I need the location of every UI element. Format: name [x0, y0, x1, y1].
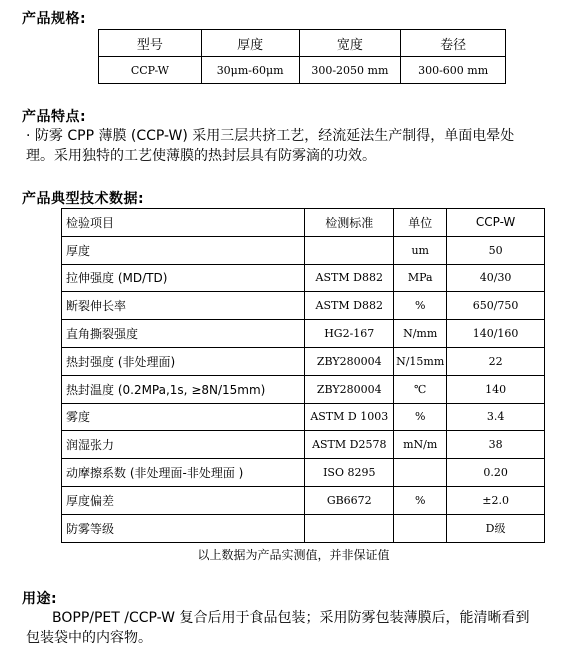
spec-table: [98, 29, 506, 84]
spec-header-cell: 型号: [99, 30, 202, 57]
tech-note: 以上数据为产品实测值，并非保证值: [197, 548, 390, 562]
tech-cell: [305, 514, 394, 542]
tech-row: [62, 292, 545, 320]
spec-cell: 300-600 mm: [401, 57, 506, 84]
tech-cell: [305, 236, 394, 264]
tech-table: [61, 208, 545, 543]
tech-row: [62, 320, 545, 348]
spec-header-cell: 厚度: [201, 30, 299, 57]
tech-cell: ASTM D 1003: [305, 403, 394, 431]
tech-cell: 厚度偏差: [62, 486, 305, 514]
tech-cell: ASTM D2578: [305, 431, 394, 459]
tech-cell: 40/30: [447, 264, 545, 292]
tech-cell: ASTM D882: [305, 264, 394, 292]
tech-cell: D级: [447, 514, 545, 542]
tech-cell: GB6672: [305, 486, 394, 514]
tech-heading: 产品典型技术数据:: [22, 191, 145, 207]
tech-cell: ±2.0: [447, 486, 545, 514]
tech-row: [62, 264, 545, 292]
tech-cell: [394, 514, 447, 542]
tech-cell: 38: [447, 431, 545, 459]
usage-heading: 用途:: [22, 591, 58, 607]
features-line-2: 理。采用独特的工艺使薄膜的热封层具有防雾滴的功效。: [26, 148, 376, 164]
tech-cell: 润湿张力: [62, 431, 305, 459]
tech-cell: 热封强度 (非处理面): [62, 347, 305, 375]
spec-cell: CCP-W: [99, 57, 202, 84]
tech-cell: 140: [447, 375, 545, 403]
spec-heading: 产品规格:: [22, 11, 87, 27]
tech-cell: 直角撕裂强度: [62, 320, 305, 348]
tech-cell: %: [394, 486, 447, 514]
usage-line-1: BOPP/PET /CCP-W 复合后用于食品包装；采用防雾包装薄膜后，能清晰看到: [52, 610, 530, 626]
usage-line-2: 包装袋中的内容物。: [26, 630, 152, 646]
tech-row: [62, 403, 545, 431]
tech-row: [62, 486, 545, 514]
tech-cell: ZBY280004: [305, 347, 394, 375]
tech-cell: ZBY280004: [305, 375, 394, 403]
tech-cell: um: [394, 236, 447, 264]
tech-row: [62, 459, 545, 487]
tech-cell: [394, 459, 447, 487]
tech-row: [62, 236, 545, 264]
spec-header-row: [99, 30, 506, 57]
tech-cell: 拉伸强度 (MD/TD): [62, 264, 305, 292]
tech-cell: 22: [447, 347, 545, 375]
features-heading: 产品特点:: [22, 109, 87, 125]
tech-cell: 50: [447, 236, 545, 264]
tech-row: [62, 375, 545, 403]
spec-header-cell: 卷径: [401, 30, 506, 57]
features-line-1: · 防雾 CPP 薄膜 (CCP-W) 采用三层共挤工艺，经流延法生产制得，单面电晕处: [26, 128, 515, 144]
tech-cell: mN/m: [394, 431, 447, 459]
tech-cell: 热封温度 (0.2MPa,1s, ≥8N/15mm): [62, 375, 305, 403]
tech-cell: 140/160: [447, 320, 545, 348]
tech-cell: ISO 8295: [305, 459, 394, 487]
tech-cell: 雾度: [62, 403, 305, 431]
spec-data-row: [99, 57, 506, 84]
tech-cell: 动摩擦系数 (非处理面-非处理面 ): [62, 459, 305, 487]
tech-header-cell: 单位: [394, 209, 447, 237]
tech-cell: MPa: [394, 264, 447, 292]
tech-row: [62, 347, 545, 375]
tech-header-cell: CCP-W: [447, 209, 545, 237]
tech-cell: HG2-167: [305, 320, 394, 348]
tech-cell: %: [394, 292, 447, 320]
tech-cell: 650/750: [447, 292, 545, 320]
spec-cell: 30μm-60μm: [201, 57, 299, 84]
tech-cell: 3.4: [447, 403, 545, 431]
tech-cell: 防雾等级: [62, 514, 305, 542]
tech-cell: 厚度: [62, 236, 305, 264]
tech-header-cell: 检测标准: [305, 209, 394, 237]
tech-cell: ASTM D882: [305, 292, 394, 320]
spec-header-cell: 宽度: [299, 30, 401, 57]
tech-header-row: [62, 209, 545, 237]
tech-cell: %: [394, 403, 447, 431]
tech-cell: ℃: [394, 375, 447, 403]
tech-cell: 断裂伸长率: [62, 292, 305, 320]
tech-row: [62, 514, 545, 542]
tech-header-cell: 检验项目: [62, 209, 305, 237]
spec-cell: 300-2050 mm: [299, 57, 401, 84]
tech-cell: N/mm: [394, 320, 447, 348]
tech-cell: N/15mm: [394, 347, 447, 375]
tech-cell: 0.20: [447, 459, 545, 487]
tech-row: [62, 431, 545, 459]
